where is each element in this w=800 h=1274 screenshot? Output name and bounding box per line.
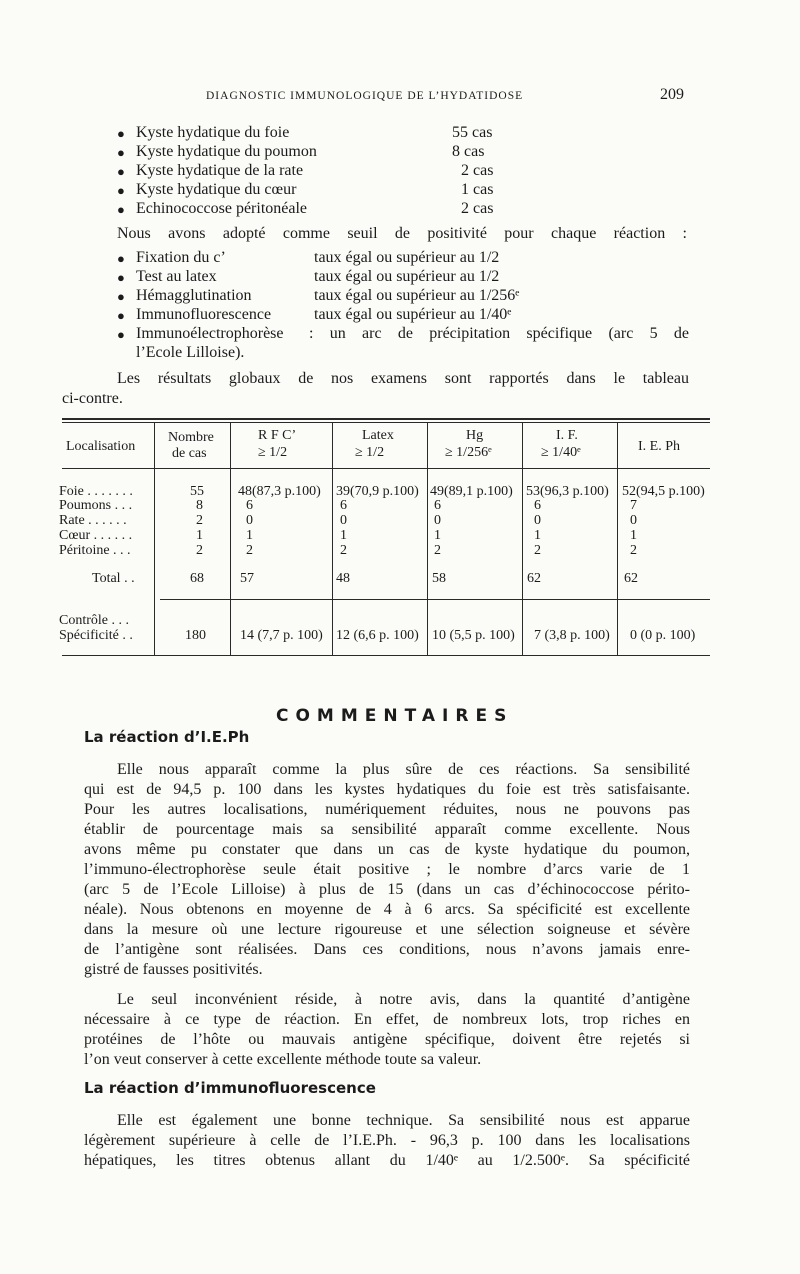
header-if: I. F.	[556, 428, 578, 443]
section-heading-if: La réaction d’immunofluorescence	[84, 1079, 376, 1097]
table-bottom-rule	[62, 655, 710, 656]
commentaires-title: COMMENTAIRES	[276, 706, 514, 726]
header-nombre: Nombre	[168, 430, 214, 445]
running-title: DIAGNOSTIC IMMUNOLOGIQUE DE L’HYDATIDOSE	[206, 90, 524, 102]
header-hg: Hg	[466, 428, 484, 443]
header-localisation: Localisation	[66, 439, 136, 454]
header-rfc: R F C’	[258, 428, 297, 443]
total-rule	[160, 599, 710, 600]
table-header-rule	[62, 468, 710, 469]
header-ieph: I. E. Ph	[638, 439, 680, 454]
results-intro-line1: Les résultats globaux de nos examens sont rapportés dans le tableau	[117, 370, 689, 387]
page-number: 209	[660, 86, 684, 103]
results-intro-line2: ci-contre.	[62, 390, 123, 407]
table-top-rule-thin	[62, 422, 710, 423]
header-latex-2: ≥ 1/2	[355, 445, 385, 460]
page-header	[0, 86, 800, 110]
header-hg-2: ≥ 1/256ᵉ	[445, 445, 492, 460]
threshold-intro: Nous avons adopté comme seuil de positivité pour chaque réaction :	[117, 225, 687, 242]
header-latex: Latex	[362, 428, 394, 443]
header-if-2: ≥ 1/40ᵉ	[541, 445, 581, 460]
table-top-rule	[62, 418, 710, 420]
header-nombre-2: de cas	[172, 446, 207, 461]
list-item-continuation: l’Ecole Lilloise).	[136, 344, 245, 361]
section-heading-ieph: La réaction d’I.E.Ph	[84, 728, 250, 746]
header-rfc-2: ≥ 1/2	[258, 445, 288, 460]
